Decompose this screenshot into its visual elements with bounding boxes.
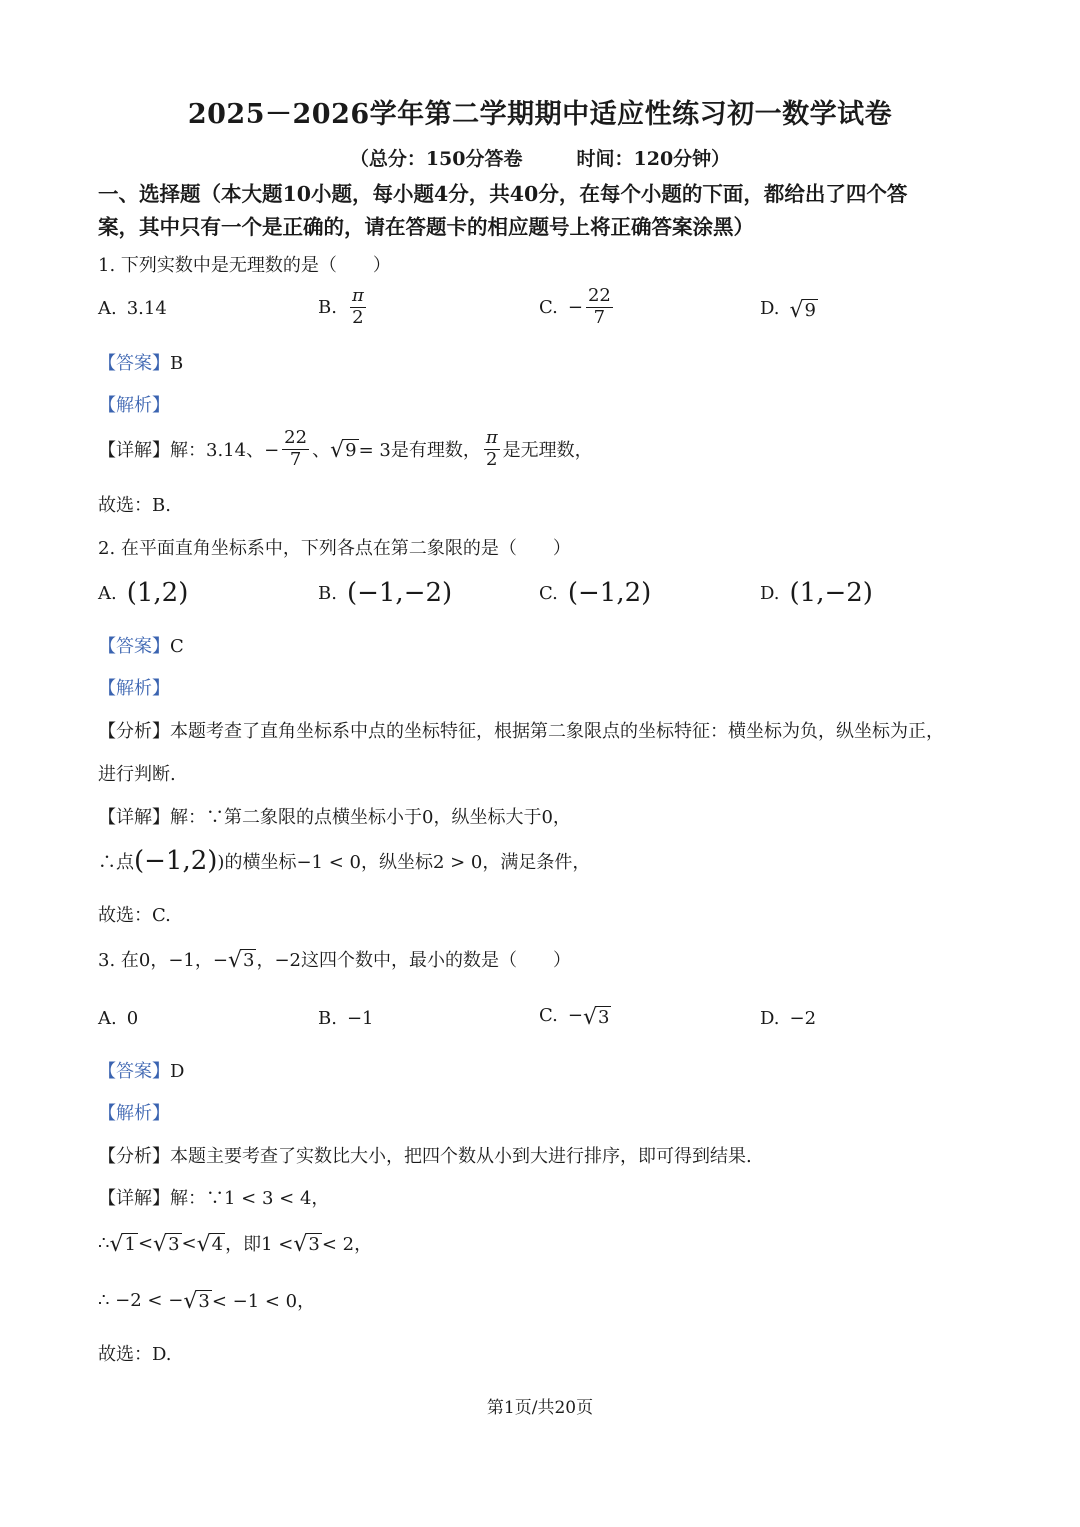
q2-option-a: A. (1,2) [98,578,189,608]
option-label: C. [539,296,558,318]
q1-stem: 1. 下列实数中是无理数的是（ ） [98,255,391,276]
q3-option-d: D. −2 [760,1008,817,1029]
q2-detail: 【详解】解：∵第二象限的点横坐标小于0，纵坐标大于0， [98,807,571,828]
q1-option-c: C. − $\frac{22}{7}$ [539,285,611,328]
q3-analysis-tag: 【解析】 [98,1103,170,1124]
time-info: 时间：120分钟） [576,148,731,170]
q1-option-b [318,286,369,328]
page-title: 2025－2026学年第二学期期中适应性练习初一数学试卷 [187,99,893,130]
q3-conclusion: 故选：D. [98,1344,172,1365]
q3-step2: ∴ −2 < − √ 3 < −1 < 0， [98,1288,316,1314]
q3-detail: 【详解】解：∵1 < 3 < 4， [98,1188,330,1209]
score-info: （总分：150分答卷 [349,148,523,170]
q3-answer: 【答案】D [98,1061,185,1082]
q3-step1: ∴ √ 1 < √ 3 < √ 4 ，即1 < √ 3 < 2， [98,1231,373,1257]
q3-option-a: A. 0 [98,1008,139,1029]
q1-option-a [98,298,167,319]
q2-analysis-tag: 【解析】 [98,678,170,699]
q2-conclusion: 故选：C. [98,905,171,926]
exam-info [0,144,1080,171]
page-number: 第1页/共20页 [486,1398,594,1418]
option-label: B. [318,296,337,318]
q2-fenxi-line2: 进行判断. [98,764,176,785]
q1-analysis-tag: 【解析】 [98,395,170,416]
option-label: D. [760,298,780,320]
q2-stem: 2. 在平面直角坐标系中，下列各点在第二象限的是（ ） [98,538,571,559]
option-value: 3.14 [126,298,167,319]
q2-option-c: C. (−1,2) [539,578,652,608]
section-heading-line1: 一、选择题（本大题10小题，每小题4分，共40分，在每个小题的下面，都给出了四个答 [98,182,908,206]
q1-answer: 【答案】B [98,353,184,374]
q3-stem: 3. 在0，−1，− √ 3 ，−2这四个数中，最小的数是（ ） [98,947,571,973]
q3-option-b: B. −1 [318,1008,374,1029]
q1-detail: 【详解】 解：3.14、− $\frac{22}{7}$ 、 √ 9 = 3是有理数， $\frac{\pi}{2}$ 是无理数， [98,427,593,470]
q2-option-b: B. (−1,−2) [318,578,453,608]
q2-fenxi: 【分析】本题考查了直角坐标系中点的坐标特征，根据第二象限点的坐标特征：横坐标为负，纵坐标为正， [98,721,944,742]
q3-option-c: C. − √ 3 [539,1004,610,1030]
q1-conclusion: 故选：B. [98,495,171,516]
q3-fenxi: 【分析】本题主要考查了实数比大小，把四个数从小到大进行排序，即可得到结果. [98,1146,752,1167]
q2-option-d: D. (1,−2) [760,578,873,608]
fraction: $\frac{22}{7}$ [587,285,611,328]
q2-step: ∴点 (−1,2) )的横坐标−1 < 0，纵坐标2 > 0，满足条件， [98,846,591,876]
square-root: √ 9 [789,297,816,323]
section-heading-line2: 案，其中只有一个是正确的，请在答题卡的相应题号上将正确答案涂黑） [98,215,754,239]
q1-option-d [760,296,818,322]
fraction: $\frac{\pi}{2}$ [351,285,364,328]
option-label: A. [98,298,117,319]
q2-answer: 【答案】C [98,636,184,657]
